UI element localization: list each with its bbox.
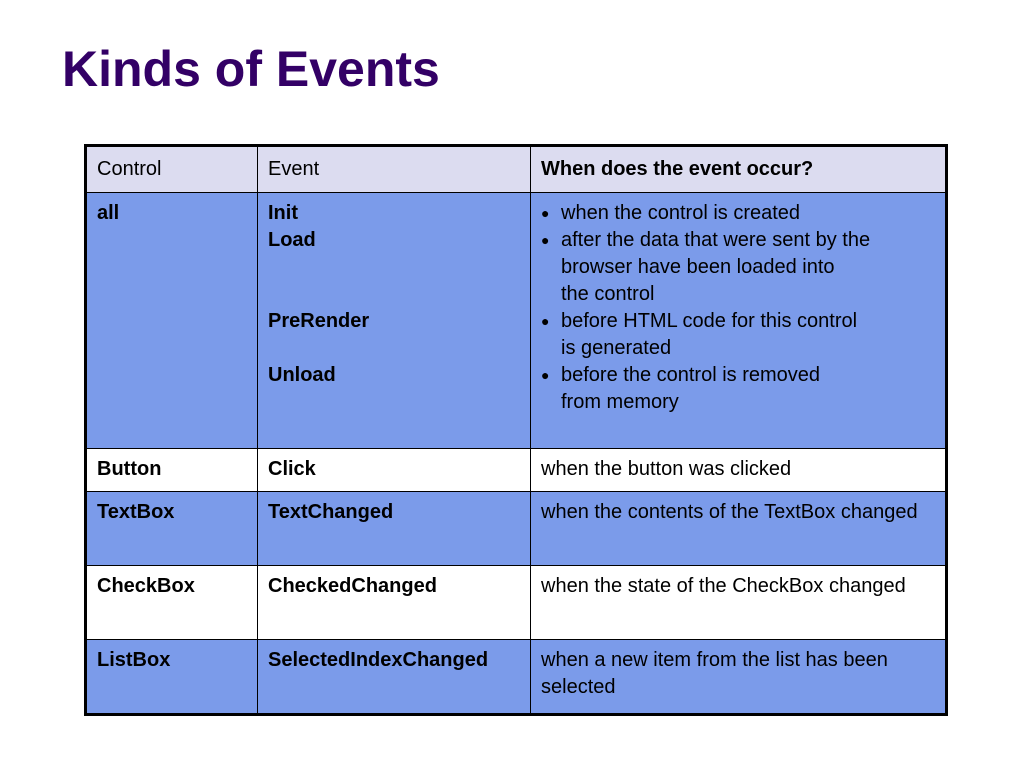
spacer (268, 335, 520, 362)
spacer (268, 254, 520, 281)
list-item (541, 227, 935, 308)
bullet-icon: ● (541, 232, 550, 248)
bullet-icon: ● (541, 367, 550, 383)
when-text: is generated (561, 337, 672, 359)
when-text: browser have been loaded into (561, 256, 835, 278)
cell-when: when the state of the CheckBox changed (531, 566, 947, 640)
cell-control: CheckBox (86, 566, 258, 640)
cell-control: Button (86, 449, 258, 492)
event-name: Unload (268, 364, 336, 386)
spacer (268, 281, 520, 308)
when-text: from memory (561, 391, 679, 413)
header-control: Control (86, 146, 258, 193)
event-name: Load (268, 229, 316, 251)
when-text: before the control is removed (561, 364, 821, 386)
cell-control: all (86, 193, 258, 449)
cell-when: when the button was clicked (531, 449, 947, 492)
bullet-icon: ● (541, 205, 550, 221)
cell-event: SelectedIndexChanged (258, 640, 531, 715)
when-text: the control (561, 283, 655, 305)
cell-event: CheckedChanged (258, 566, 531, 640)
bullet-icon: ● (541, 313, 550, 329)
cell-events (258, 193, 531, 449)
table-row (86, 566, 947, 640)
event-name: Init (268, 202, 298, 224)
list-item (541, 200, 935, 227)
table-row (86, 640, 947, 715)
cell-when: when a new item from the list has been selected (531, 640, 947, 715)
list-item (541, 362, 935, 416)
header-event: Event (258, 146, 531, 193)
events-table (84, 144, 948, 716)
header-when: When does the event occur? (531, 146, 947, 193)
cell-event: Click (258, 449, 531, 492)
list-item (541, 308, 935, 362)
table-row (86, 193, 947, 449)
when-text: before HTML code for this control (561, 310, 858, 332)
when-text: after the data that were sent by the (561, 229, 871, 251)
table-row (86, 449, 947, 492)
table-header-row (86, 146, 947, 193)
event-name: PreRender (268, 310, 370, 332)
when-text: when the control is created (561, 202, 801, 224)
cell-event: TextChanged (258, 492, 531, 566)
cell-when-list (531, 193, 947, 449)
cell-control: TextBox (86, 492, 258, 566)
page-title: Kinds of Events (62, 41, 440, 97)
cell-control: ListBox (86, 640, 258, 715)
cell-when: when the contents of the TextBox changed (531, 492, 947, 566)
table-row (86, 492, 947, 566)
